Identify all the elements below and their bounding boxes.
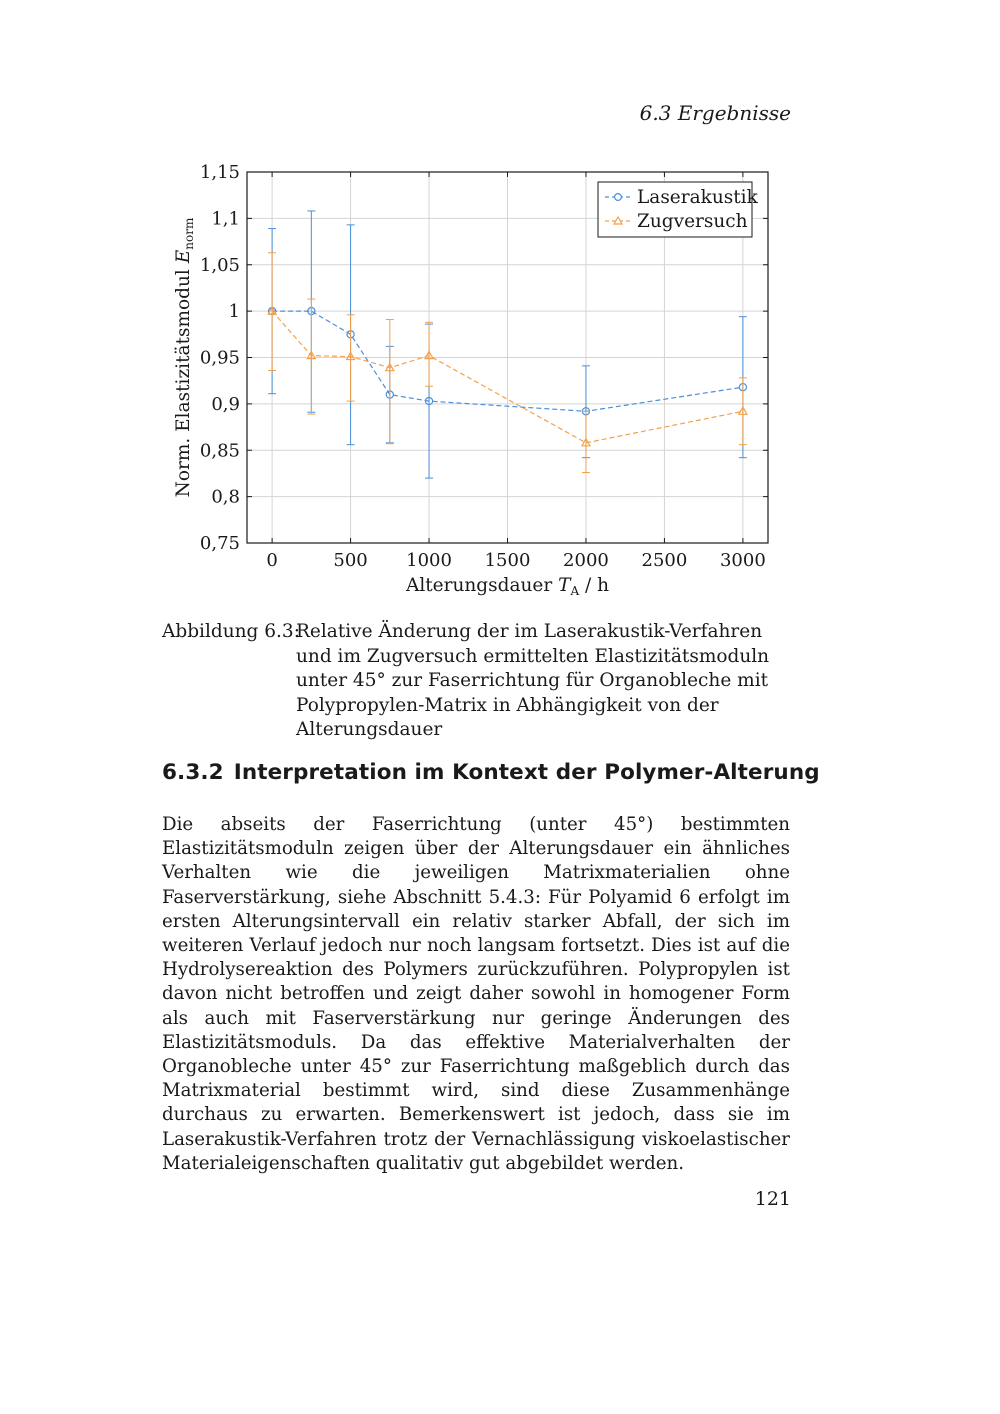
x-tick-label: 0 xyxy=(266,550,278,571)
x-tick-label: 500 xyxy=(333,550,368,571)
running-head: 6.3 Ergebnisse xyxy=(639,101,791,125)
section-heading xyxy=(162,760,820,785)
y-axis-label: Norm. Elastizitätsmodul $E_{norm}$ xyxy=(173,217,196,498)
x-tick-label: 2000 xyxy=(563,550,609,571)
y-tick-label: 0,8 xyxy=(211,486,240,508)
y-tick-label: 0,75 xyxy=(199,533,240,554)
y-tick-label: 1,05 xyxy=(199,254,240,276)
body-paragraph: Die abseits der Faserrichtung (unter 45°) bestimmten Elastizitätsmoduln zeigen über der Alterungsdauer ein ähnliches Verhalten wie die jeweiligen Matrixmaterialien ohne Faserverstärkung, siehe Abschnitt 5.4.3: Für Polyamid 6 erfolgt im ersten Alterungsintervall ein relativ starker Abfall, der sich im weiteren Verlauf jedoch nur noch langsam fortsetzt. Dies ist auf die Hydrolysereaktion des Polymers zurückzuführen. Polypropylen ist davon nicht betroffen und zeigt daher sowohl in homogener Form als auch mit Faserverstärkung nur geringe Änderungen des Elastizitätsmoduls. Da das effektive Materialverhalten der Organobleche unter 45° zur Faserrichtung maßgeblich durch das Matrixmaterial bestimmt wird, sind diese Zusammenhänge durchaus zu erwarten. Bemerkenswert ist jedoch, dass sie im Laserakustik-Verfahren trotz der Vernachlässigung viskoelastischer Materialeigenschaften qualitativ gut abgebildet werden. xyxy=(162,814,790,1174)
y-tick-label: 1,15 xyxy=(199,162,240,183)
legend-label: Laserakustik xyxy=(637,187,758,208)
x-tick-label: 1000 xyxy=(406,550,452,571)
chart xyxy=(160,150,800,610)
legend-label: Zugversuch xyxy=(637,211,748,232)
caption-label: Abbildung 6.3: xyxy=(162,621,300,642)
figure-caption xyxy=(162,620,802,743)
caption-text: Relative Änderung der im Laserakustik-Verfahren und im Zugversuch ermittelten Elastizitätsmoduln unter 45° zur Faserrichtung für Organobleche mit Polypropylen-Matrix in Abhängigkeit von der Alterungsdauer xyxy=(296,621,770,740)
section-number: 6.3.2 xyxy=(162,760,224,785)
section-title: Interpretation im Kontext der Polymer-Alterung xyxy=(233,760,820,785)
y-tick-label: 1 xyxy=(228,301,240,323)
y-tick-label: 0,9 xyxy=(211,393,240,415)
x-tick-label: 3000 xyxy=(719,550,766,571)
x-tick-label: 1500 xyxy=(484,550,531,571)
legend-marker xyxy=(615,194,622,201)
x-tick-label: 2500 xyxy=(641,550,688,571)
y-tick-label: 0,95 xyxy=(199,347,240,369)
page-number: 121 xyxy=(754,1188,791,1210)
y-tick-label: 1,1 xyxy=(211,208,240,230)
x-axis-label: Alterungsdauer $T_A$ / h xyxy=(405,575,610,598)
y-tick-label: 0,85 xyxy=(199,440,240,462)
